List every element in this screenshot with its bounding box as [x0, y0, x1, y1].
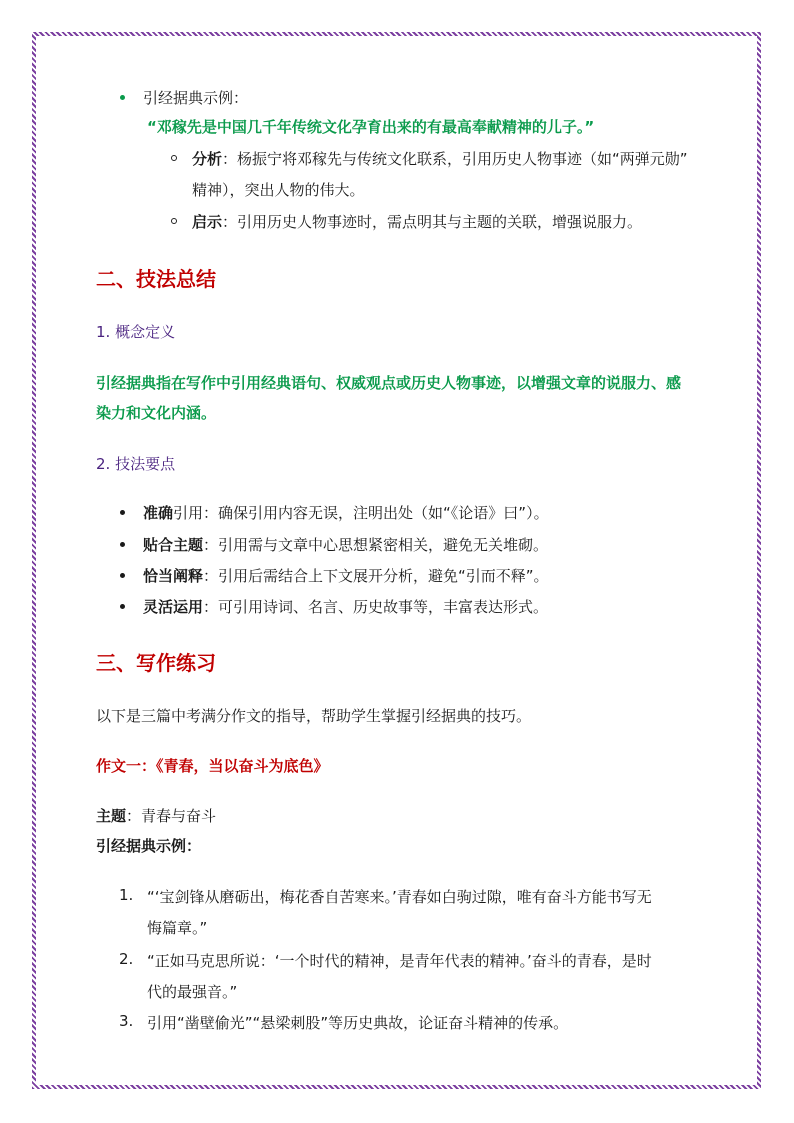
example-number: 1. [119, 886, 134, 904]
key-point-1 [143, 502, 549, 523]
analysis-label: 分析 [192, 150, 223, 168]
circle-bullet-icon [171, 155, 177, 161]
section3-heading: 三、写作练习 [96, 651, 216, 675]
analysis-line2: 精神），突出人物的伟大。 [192, 181, 365, 199]
insight-line [192, 211, 642, 232]
key-point-3 [143, 565, 549, 586]
key-point-label: 灵活运用 [143, 598, 204, 616]
theme-label: 主题 [96, 807, 127, 825]
bullet-icon [120, 510, 125, 515]
quote-text: “邓稼先是中国几千年传统文化孕育出来的有最高奉献精神的儿子。” [147, 118, 595, 136]
bullet-icon [120, 604, 125, 609]
example-label: 引经据典示例： [143, 89, 249, 107]
key-point-text: ：引用需与文章中心思想紧密相关，避免无关堆砌。 [203, 536, 549, 554]
example-3-line1: 引用“凿壁偷光”“悬梁刺股”等历史典故，论证奋斗精神的传承。 [147, 1014, 569, 1032]
example-1-line1: “‘宝剑锋从磨砺出，梅花香自苦寒来。’青春如白驹过隙，唯有奋斗方能书写无 [147, 888, 652, 906]
section3-intro: 以下是三篇中考满分作文的指导，帮助学生掌握引经据典的技巧。 [96, 707, 532, 725]
bullet-icon [120, 573, 125, 578]
key-point-text: ：确保引用内容无误，注明出处（如“《论语》曰”）。 [203, 504, 549, 522]
key-point-4 [143, 596, 548, 617]
example-number: 2. [119, 950, 134, 968]
circle-bullet-icon [171, 218, 177, 224]
key-point-label: 贴合主题 [143, 536, 204, 554]
example-1-line2: 悔篇章。” [147, 919, 208, 937]
definition-title: 1. 概念定义 [96, 323, 176, 341]
analysis-text: ：杨振宁将邓稼先与传统文化联系，引用历史人物事迹（如“两弹元勋” [222, 150, 688, 168]
essay-title: 作文一：《青春，当以奋斗为底色》 [96, 757, 329, 775]
key-points-title: 2. 技法要点 [96, 455, 176, 473]
examples-label-text: 引经据典示例： [96, 837, 202, 855]
key-point-label-rest: 引用 [173, 504, 204, 522]
key-point-label: 准确 [143, 504, 174, 522]
bullet-icon [120, 95, 125, 100]
definition-line1: 引经据典指在写作中引用经典语句、权威观点或历史人物事迹，以增强文章的说服力、感 [96, 374, 682, 392]
insight-text: ：引用历史人物事迹时，需点明其与主题的关联，增强说服力。 [222, 213, 643, 231]
analysis-line1 [192, 148, 688, 169]
example-2-line1: “正如马克思所说：‘一个时代的精神，是青年代表的精神。’奋斗的青春，是时 [147, 952, 652, 970]
section2-heading: 二、技法总结 [96, 267, 216, 291]
key-point-label: 恰当阐释 [143, 567, 204, 585]
theme-line [96, 805, 216, 826]
insight-label: 启示 [192, 213, 223, 231]
example-2-line2: 代的最强音。” [147, 983, 238, 1001]
theme-text: ：青春与奋斗 [126, 807, 217, 825]
bullet-icon [120, 542, 125, 547]
example-number: 3. [119, 1012, 134, 1030]
definition-line2: 染力和文化内涵。 [96, 404, 217, 422]
key-point-text: ：可引用诗词、名言、历史故事等，丰富表达形式。 [203, 598, 549, 616]
key-point-2 [143, 534, 548, 555]
examples-label [96, 835, 201, 856]
key-point-text: ：引用后需结合上下文展开分析，避免“引而不释”。 [203, 567, 549, 585]
